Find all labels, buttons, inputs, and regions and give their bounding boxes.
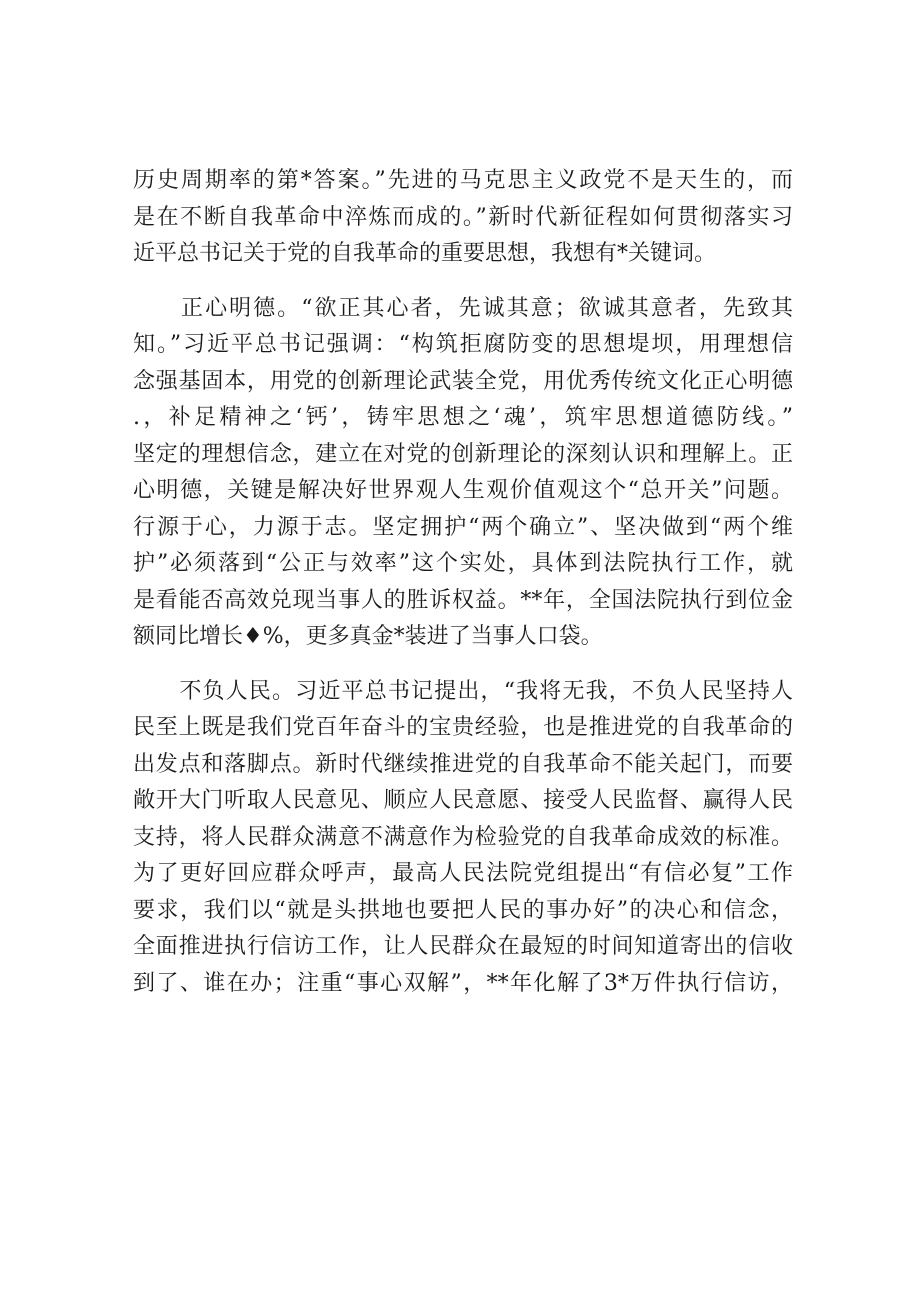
text-line: 知。”习近平总书记强调：“构筑拒腐防变的思想堤坝，用理想信 — [133, 332, 793, 357]
text-line: 到了、谁在办；注重“事心双解”，**年化解了3*万件执行信访， — [133, 970, 793, 996]
text-line: 是看能否高效兑现当事人的胜诉权益。**年，全国法院执行到位金 — [133, 587, 793, 613]
text-line: 额同比增长♦%，更多真金*装进了当事人口袋。 — [133, 624, 603, 649]
paragraph-bufu-renmin — [133, 674, 793, 1003]
text-line: 念强基固本，用党的创新理论武装全党，用优秀传统文化正心明德 — [133, 368, 793, 394]
paragraph-zhengxin-mingde — [133, 291, 793, 656]
text-line: 全面推进执行信访工作，让人民群众在最短的时间知道寄出的信收 — [133, 934, 793, 959]
text-line: 民至上既是我们党百年奋斗的宝贵经验，也是推进党的自我革命的 — [133, 715, 793, 740]
text-line: 历史周期率的第*答案。”先进的马克思主义政党不是天生的，而 — [133, 168, 793, 193]
text-line: .，补足精神之‘钙’，铸牢思想之‘魂’，筑牢思想道德防线。” — [133, 405, 793, 430]
text-line: 是在不断自我革命中淬炼而成的。”新时代新征程如何贯彻落实习 — [133, 204, 793, 230]
text-line: 护”必须落到“公正与效率”这个实处，具体到法院执行工作，就 — [133, 551, 793, 576]
text-line: 要求，我们以“就是头拱地也要把人民的事办好”的决心和信念， — [133, 897, 793, 923]
text-line: 敞开大门听取人民意见、顺应人民意愿、接受人民监督、赢得人民 — [133, 788, 793, 813]
text-line: 近平总书记关于党的自我革命的重要思想，我想有*关键词。 — [133, 241, 717, 266]
text-line: 为了更好回应群众呼声，最高人民法院党组提出“有信必复”工作 — [133, 861, 793, 886]
paragraph-history-intro — [133, 163, 793, 273]
paragraph-gap — [133, 273, 793, 291]
text-line: 正心明德。“欲正其心者，先诚其意；欲诚其意者，先致其 — [133, 295, 793, 321]
paragraph-gap — [133, 656, 793, 674]
text-line: 心明德，关键是解决好世界观人生观价值观这个“总开关”问题。 — [133, 478, 793, 503]
text-line: 坚定的理想信念，建立在对党的创新理论的深刻认识和理解上。正 — [133, 441, 793, 467]
document-body — [133, 163, 793, 1002]
text-line: 支持，将人民群众满意不满意作为检验党的自我革命成效的标准。 — [133, 824, 793, 850]
text-line: 行源于心，力源于志。坚定拥护“两个确立”、坚决做到“两个维 — [133, 514, 793, 540]
text-line: 出发点和落脚点。新时代继续推进党的自我革命不能关起门，而要 — [133, 751, 793, 777]
text-line: 不负人民。习近平总书记提出，“我将无我，不负人民坚持人 — [133, 678, 793, 704]
